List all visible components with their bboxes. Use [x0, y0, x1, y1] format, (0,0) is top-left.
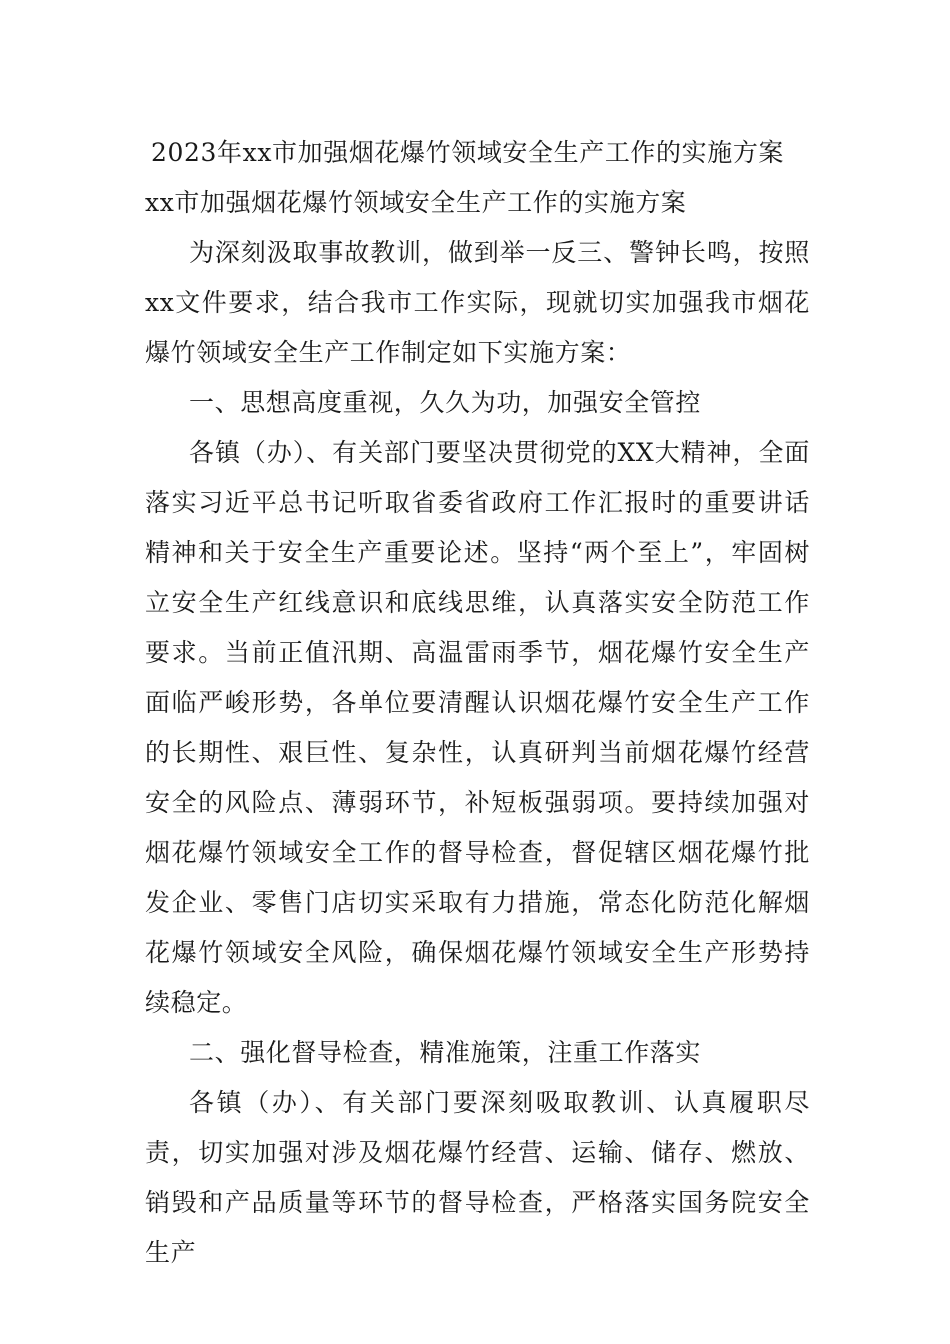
section-2-paragraph: 各镇（办）、有关部门要深刻吸取教训、认真履职尽责，切实加强对涉及烟花爆竹经营、运输、储存、燃放、销毁和产品质量等环节的督导检查，严格落实国务院安全生产: [145, 1088, 810, 1267]
intro-paragraph: 为深刻汲取事故教训，做到举一反三、警钟长鸣，按照xx文件要求，结合我市工作实际，现就切实加强我市烟花爆竹领域安全生产工作制定如下实施方案：: [145, 238, 810, 367]
section-1-heading: 一、思想高度重视，久久为功，加强安全管控: [189, 388, 702, 417]
document-title: 2023年xx市加强烟花爆竹领域安全生产工作的实施方案: [151, 138, 785, 167]
section-1-paragraph: 各镇（办）、有关部门要坚决贯彻党的XX大精神，全面落实习近平总书记听取省委省政府工作汇报时的重要讲话精神和关于安全生产重要论述。坚持“两个至上”，牢固树立安全生产红线意识和底线思维，认真落实安全防范工作要求。当前正值汛期、高温雷雨季节，烟花爆竹安全生产面临严峻形势，各单位要清醒认识烟花爆竹安全生产工作的长期性、艰巨性、复杂性，认真研判当前烟花爆竹经营安全的风险点、薄弱环节，补短板强弱项。要持续加强对烟花爆竹领域安全工作的督导检查，督促辖区烟花爆竹批发企业、零售门店切实采取有力措施，常态化防范化解烟花爆竹领域安全风险，确保烟花爆竹领域安全生产形势持续稳定。: [145, 438, 810, 1017]
document-body: [145, 128, 810, 1278]
section-2-heading: 二、强化督导检查，精准施策，注重工作落实: [189, 1038, 702, 1067]
document-subtitle: xx市加强烟花爆竹领域安全生产工作的实施方案: [145, 188, 687, 217]
